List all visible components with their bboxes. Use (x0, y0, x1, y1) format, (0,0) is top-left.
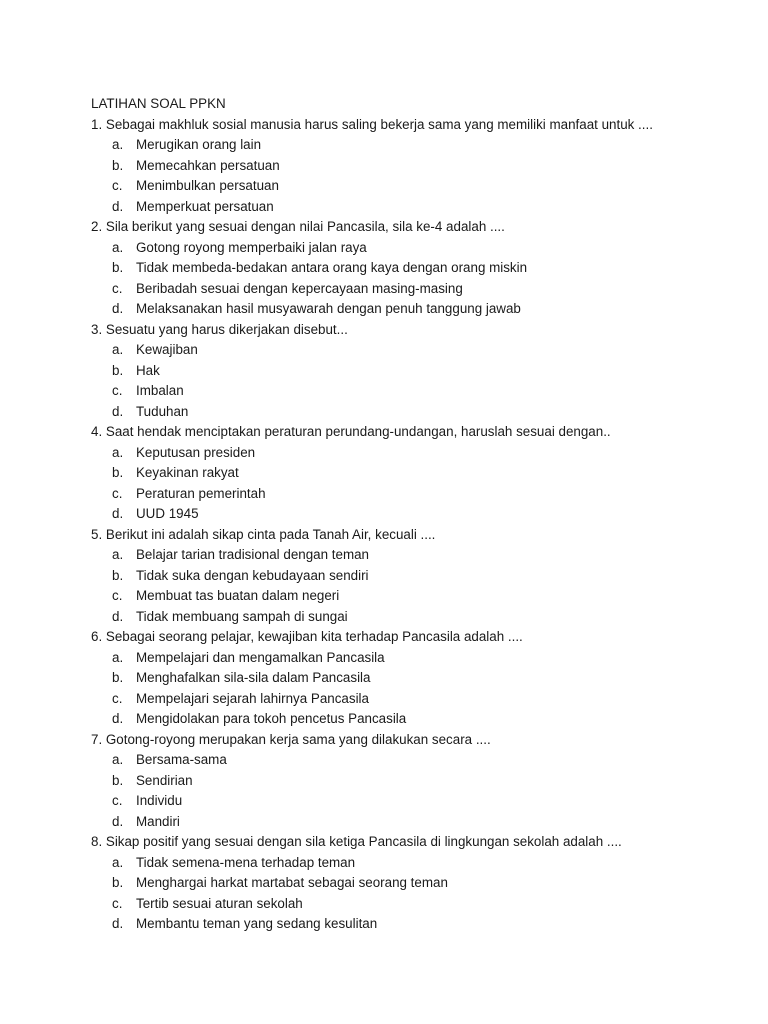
answer-option (91, 279, 751, 300)
answer-option (91, 545, 751, 566)
option-text: Tidak membeda-bedakan antara orang kaya dengan orang miskin (136, 260, 528, 275)
option-letter: d. (112, 198, 124, 214)
option-text: Menimbulkan persatuan (136, 178, 279, 193)
answer-option (91, 197, 751, 218)
answer-option (91, 484, 751, 505)
answer-option (91, 135, 751, 156)
option-text: Mempelajari dan mengamalkan Pancasila (136, 649, 385, 665)
option-text: Keyakinan rakyat (136, 465, 239, 480)
option-text: Belajar tarian tradisional dengan teman (136, 547, 369, 562)
answer-option (91, 750, 751, 771)
question-text: 3. Sesuatu yang harus dikerjakan disebut... (91, 321, 348, 337)
question-text: 6. Sebagai seorang pelajar, kewajiban kita terhadap Pancasila adalah .... (91, 629, 523, 644)
answer-option (91, 258, 751, 279)
answer-option (91, 586, 751, 607)
option-text: Imbalan (136, 383, 184, 398)
answer-option (91, 340, 751, 361)
option-text: Individu (136, 793, 183, 808)
option-text: Mengidolakan para tokoh pencetus Pancasila (136, 711, 407, 726)
option-text: Merugikan orang lain (136, 137, 262, 152)
option-text: Tertib sesuai aturan sekolah (136, 895, 303, 911)
option-text: Membantu teman yang sedang kesulitan (136, 916, 378, 931)
option-letter: d. (112, 813, 124, 829)
answer-option (91, 299, 751, 320)
answer-option (91, 914, 751, 935)
answer-option (91, 504, 751, 525)
option-letter: b. (112, 567, 124, 583)
option-letter: c. (112, 690, 123, 706)
option-text: Membuat tas buatan dalam negeri (136, 588, 340, 603)
question-text: 2. Sila berikut yang sesuai dengan nilai Pancasila, sila ke-4 adalah .... (91, 219, 505, 234)
option-text: Memecahkan persatuan (136, 157, 280, 173)
question-list (91, 115, 751, 935)
answer-option (91, 156, 751, 177)
question-text: 1. Sebagai makhluk sosial manusia harus saling bekerja sama yang memiliki manfaat untuk .... (91, 116, 653, 132)
answer-option (91, 853, 751, 874)
answer-option (91, 812, 751, 833)
answer-option (91, 443, 751, 464)
option-letter: b. (112, 157, 124, 173)
option-letter: d. (112, 916, 124, 931)
option-letter: d. (112, 506, 124, 521)
option-letter: b. (112, 875, 124, 890)
option-letter: c. (112, 280, 123, 296)
option-letter: d. (112, 608, 124, 624)
question-text: 8. Sikap positif yang sesuai dengan sila ketiga Pancasila di lingkungan sekolah adalah .... (91, 834, 622, 849)
answer-option (91, 402, 751, 423)
option-letter: a. (112, 854, 124, 870)
question-text: 5. Berikut ini adalah sikap cinta pada Tanah Air, kecuali .... (91, 526, 436, 542)
option-text: Beribadah sesuai dengan kepercayaan masing-masing (136, 280, 463, 296)
option-text: Tidak membuang sampah di sungai (136, 608, 348, 624)
option-letter: b. (112, 465, 124, 480)
option-text: UUD 1945 (136, 506, 199, 521)
option-letter: b. (112, 362, 124, 378)
option-text: Memperkuat persatuan (136, 198, 274, 214)
option-letter: a. (112, 239, 124, 255)
answer-option (91, 176, 751, 197)
option-text: Kewajiban (136, 342, 198, 357)
option-letter: b. (112, 260, 124, 275)
answer-option (91, 361, 751, 382)
option-letter: c. (112, 895, 123, 911)
option-text: Tidak semena-mena terhadap teman (136, 854, 356, 870)
option-text: Hak (136, 362, 160, 378)
answer-option (91, 894, 751, 915)
question-text: 7. Gotong-royong merupakan kerja sama yang dilakukan secara .... (91, 731, 491, 747)
option-text: Menghafalkan sila-sila dalam Pancasila (136, 670, 371, 685)
option-letter: c. (112, 588, 123, 603)
option-letter: d. (112, 403, 124, 419)
option-letter: c. (112, 793, 123, 808)
answer-option (91, 648, 751, 669)
answer-option (91, 668, 751, 689)
answer-option (91, 689, 751, 710)
answer-option (91, 771, 751, 792)
option-text: Peraturan pemerintah (136, 485, 266, 501)
answer-option (91, 238, 751, 259)
option-letter: a. (112, 342, 124, 357)
option-letter: c. (112, 485, 123, 501)
option-text: Sendirian (136, 772, 193, 788)
document-page (91, 94, 751, 935)
answer-option (91, 381, 751, 402)
option-text: Bersama-sama (136, 752, 227, 767)
option-text: Melaksanakan hasil musyawarah dengan penuh tanggung jawab (136, 301, 521, 316)
option-letter: d. (112, 301, 124, 316)
option-letter: a. (112, 444, 124, 460)
question-text: 4. Saat hendak menciptakan peraturan perundang-undangan, haruslah sesuai dengan.. (91, 424, 611, 439)
answer-option (91, 566, 751, 587)
answer-option (91, 873, 751, 894)
answer-option (91, 607, 751, 628)
option-letter: a. (112, 752, 124, 767)
answer-option (91, 791, 751, 812)
option-text: Mandiri (136, 813, 180, 829)
option-letter: b. (112, 772, 124, 788)
option-letter: a. (112, 547, 124, 562)
option-letter: c. (112, 178, 123, 193)
option-letter: b. (112, 670, 124, 685)
option-text: Keputusan presiden (136, 444, 256, 460)
document-title: LATIHAN SOAL PPKN (91, 96, 226, 111)
option-text: Tidak suka dengan kebudayaan sendiri (136, 567, 369, 583)
option-letter: a. (112, 137, 124, 152)
answer-option (91, 709, 751, 730)
option-text: Gotong royong memperbaiki jalan raya (136, 239, 367, 255)
option-text: Mempelajari sejarah lahirnya Pancasila (136, 690, 369, 706)
answer-option (91, 463, 751, 484)
option-text: Menghargai harkat martabat sebagai seorang teman (136, 875, 448, 890)
option-letter: c. (112, 383, 123, 398)
option-letter: d. (112, 711, 124, 726)
option-text: Tuduhan (136, 403, 189, 419)
option-letter: a. (112, 649, 124, 665)
